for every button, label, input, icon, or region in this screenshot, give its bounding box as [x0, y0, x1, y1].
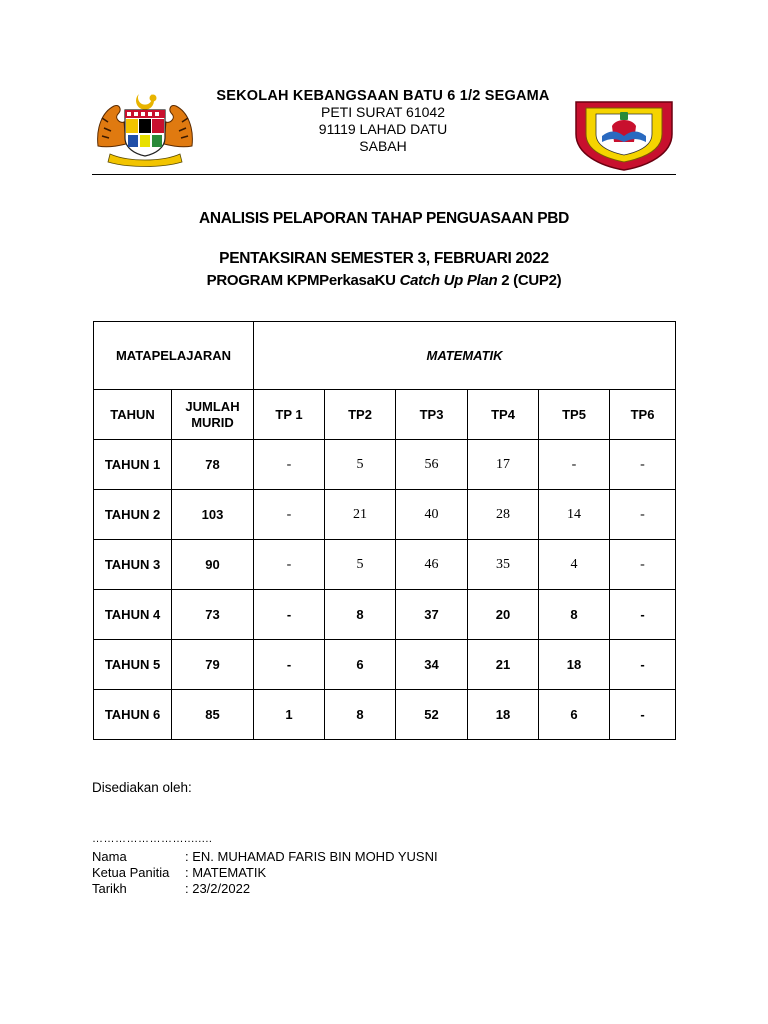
- tp-level-cell: -: [539, 440, 610, 490]
- tp-level-cell: 14: [539, 490, 610, 540]
- coat-of-arms-icon: [92, 88, 198, 168]
- signature-date-row: [92, 881, 250, 896]
- signature-name-row: [92, 849, 438, 864]
- student-count-cell: 103: [172, 490, 254, 540]
- program-title-prefix: PROGRAM KPMPerkasaKU: [206, 272, 400, 289]
- tp-level-cell: -: [610, 490, 676, 540]
- table-row: [94, 440, 676, 490]
- year-cell: TAHUN 4: [94, 590, 172, 640]
- name-value: : EN. MUHAMAD FARIS BIN MOHD YUSNI: [185, 849, 438, 864]
- tp-level-cell: 8: [539, 590, 610, 640]
- signature-role-row: [92, 865, 266, 880]
- column-header: TP6: [610, 390, 676, 440]
- year-cell: TAHUN 3: [94, 540, 172, 590]
- tp-level-cell: -: [254, 440, 325, 490]
- column-header: JUMLAH MURID: [172, 390, 254, 440]
- tp-level-cell: 5: [325, 440, 396, 490]
- column-header: TP 1: [254, 390, 325, 440]
- address-line-1: PETI SURAT 61042: [321, 104, 445, 120]
- column-header: TP3: [396, 390, 468, 440]
- tp-level-cell: 21: [325, 490, 396, 540]
- tp-level-cell: 17: [468, 440, 539, 490]
- address-line-2: 91119 LAHAD DATU: [318, 121, 448, 137]
- tp-level-cell: 5: [325, 540, 396, 590]
- assessment-title: PENTAKSIRAN SEMESTER 3, FEBRUARI 2022: [219, 250, 549, 267]
- tp-level-cell: -: [610, 690, 676, 740]
- tp-level-cell: 34: [396, 640, 468, 690]
- table-row: [94, 590, 676, 640]
- tp-level-cell: 6: [325, 640, 396, 690]
- table-row: [94, 640, 676, 690]
- column-header: TP4: [468, 390, 539, 440]
- tp-level-cell: 35: [468, 540, 539, 590]
- tp-level-cell: 1: [254, 690, 325, 740]
- school-name: SEKOLAH KEBANGSAAN BATU 6 1/2 SEGAMA: [216, 88, 550, 104]
- role-label: Ketua Panitia: [92, 865, 170, 880]
- column-header: TAHUN: [94, 390, 172, 440]
- date-value: : 23/2/2022: [185, 881, 251, 896]
- tp-level-cell: 4: [539, 540, 610, 590]
- address-line-3: SABAH: [359, 138, 407, 154]
- tp-level-cell: 46: [396, 540, 468, 590]
- tp-level-cell: -: [610, 640, 676, 690]
- tp-level-cell: -: [254, 490, 325, 540]
- column-header: TP2: [325, 390, 396, 440]
- tp-level-cell: 6: [539, 690, 610, 740]
- tp-level-cell: -: [610, 440, 676, 490]
- table-row: [94, 690, 676, 740]
- subject-name-cell: MATEMATIK: [254, 322, 676, 390]
- tp-level-cell: 18: [468, 690, 539, 740]
- student-count-cell: 90: [172, 540, 254, 590]
- tp-level-cell: -: [254, 590, 325, 640]
- name-label: Nama: [92, 849, 127, 864]
- tp-level-cell: 8: [325, 590, 396, 640]
- student-count-cell: 73: [172, 590, 254, 640]
- year-cell: TAHUN 1: [94, 440, 172, 490]
- tp-level-cell: 40: [396, 490, 468, 540]
- tp-level-cell: -: [610, 540, 676, 590]
- tp-level-cell: 8: [325, 690, 396, 740]
- prepared-by-label: Disediakan oleh:: [92, 780, 192, 795]
- tp-level-cell: 37: [396, 590, 468, 640]
- tp-level-cell: -: [254, 640, 325, 690]
- tp-level-cell: 56: [396, 440, 468, 490]
- report-title: ANALISIS PELAPORAN TAHAP PENGUASAAN PBD: [198, 210, 570, 227]
- school-crest-icon: [572, 96, 676, 172]
- student-count-cell: 79: [172, 640, 254, 690]
- tp-level-cell: 28: [468, 490, 539, 540]
- year-cell: TAHUN 6: [94, 690, 172, 740]
- tp-level-cell: 18: [539, 640, 610, 690]
- tp-level-cell: 20: [468, 590, 539, 640]
- role-value: : MATEMATIK: [185, 865, 267, 880]
- table-row: [94, 540, 676, 590]
- column-header: TP5: [539, 390, 610, 440]
- program-title-italic: Catch Up Plan: [399, 272, 498, 289]
- header-divider: [92, 174, 676, 175]
- tp-level-cell: 52: [396, 690, 468, 740]
- date-label: Tarikh: [92, 881, 127, 896]
- program-title-suffix: 2 (CUP2): [497, 272, 562, 289]
- tp-level-cell: -: [610, 590, 676, 640]
- year-cell: TAHUN 2: [94, 490, 172, 540]
- signature-line: ……………………........: [92, 833, 213, 845]
- program-title: [92, 272, 676, 289]
- subject-header-cell: MATAPELAJARAN: [94, 322, 254, 390]
- student-count-cell: 78: [172, 440, 254, 490]
- student-count-cell: 85: [172, 690, 254, 740]
- results-table: [93, 321, 676, 740]
- column-header-row: [94, 390, 676, 440]
- year-cell: TAHUN 5: [94, 640, 172, 690]
- table-row: [94, 490, 676, 540]
- tp-level-cell: 21: [468, 640, 539, 690]
- subject-row: [94, 322, 676, 390]
- tp-level-cell: -: [254, 540, 325, 590]
